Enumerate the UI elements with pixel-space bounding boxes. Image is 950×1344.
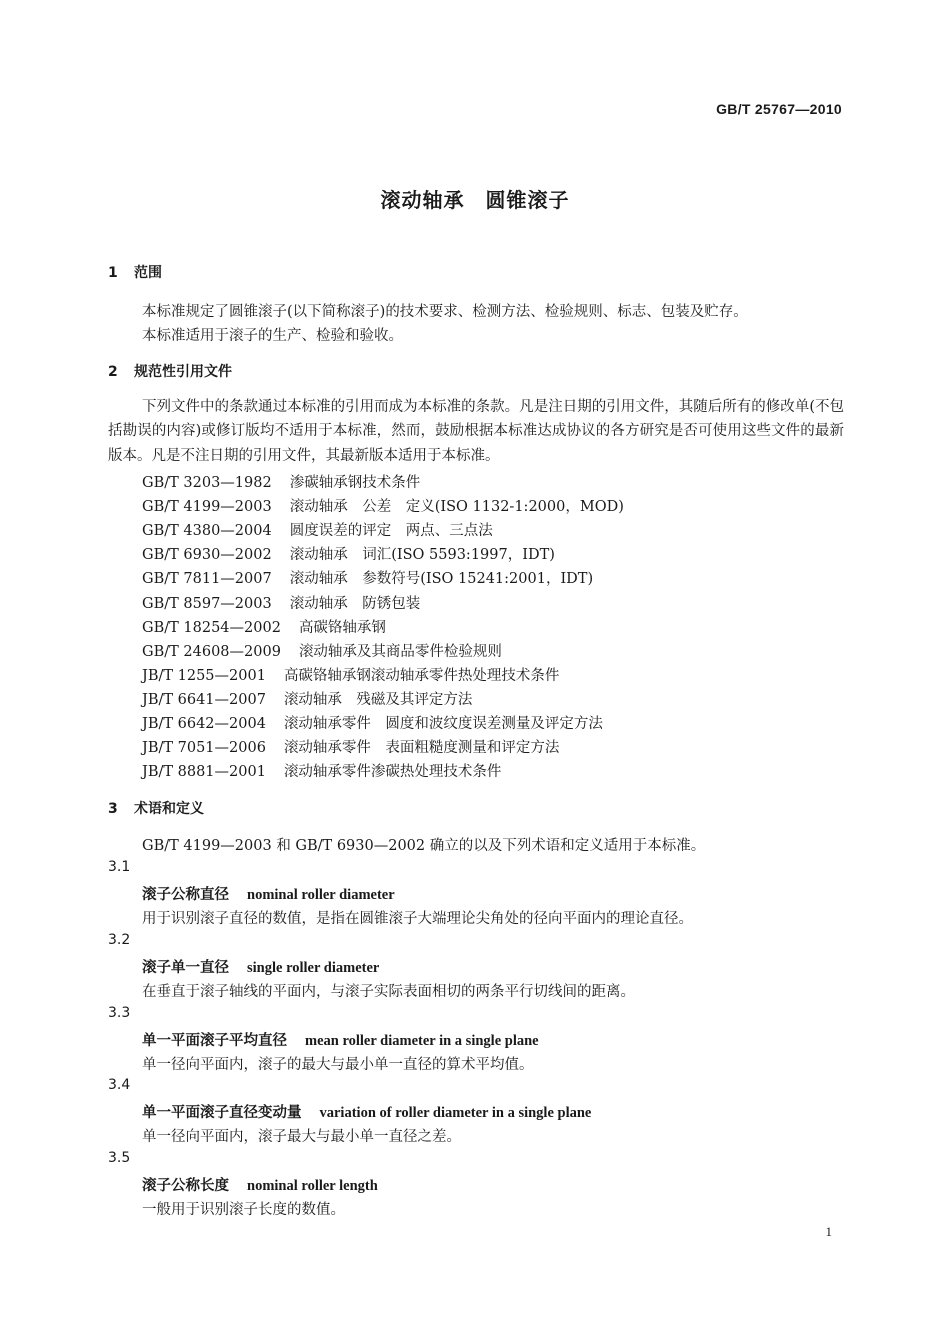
reference-item <box>142 543 555 564</box>
section-2-intro: 下列文件中的条款通过本标准的引用而成为本标准的条款。凡是注日期的引用文件，其随后所有的修改单(不包括勘误的内容)或修订版均不适用于本标准，然而，鼓励根据本标准达成协议的各方研究是否可使用这些文件的最新版本。凡是不注日期的引用文件，其最新版本适用于本标准。 <box>108 399 844 464</box>
term-zh: 单一平面滚子平均直径 <box>142 1033 287 1049</box>
term-en: nominal roller diameter <box>247 887 395 903</box>
term-zh: 滚子公称直径 <box>142 887 229 903</box>
term-heading <box>142 1101 591 1122</box>
reference-title: 滚动轴承零件渗碳热处理技术条件 <box>283 764 502 780</box>
section-number: 2 <box>108 364 118 380</box>
term-heading <box>142 1174 378 1195</box>
term-zh: 单一平面滚子直径变动量 <box>142 1105 302 1121</box>
reference-code: JB/T 6642—2004 <box>142 716 266 732</box>
reference-code: GB/T 7811—2007 <box>142 571 272 587</box>
term-definition: 在垂直于滚子轴线的平面内，与滚子实际表面相切的两条平行切线间的距离。 <box>142 984 635 1000</box>
reference-item <box>142 471 420 492</box>
reference-title: 滚动轴承零件 表面粗糙度测量和评定方法 <box>283 740 560 756</box>
reference-title: 滚动轴承 防锈包装 <box>289 596 421 612</box>
reference-item <box>142 688 472 709</box>
reference-item <box>142 640 502 661</box>
term-heading <box>142 883 395 904</box>
reference-title: 渗碳轴承钢技术条件 <box>289 475 421 491</box>
term-definition: 单一径向平面内，滚子的最大与最小单一直径的算术平均值。 <box>142 1057 534 1073</box>
reference-code: JB/T 8881—2001 <box>142 764 266 780</box>
page-number: 1 <box>825 1224 832 1239</box>
section-1-heading <box>108 262 162 282</box>
term-definition: 用于识别滚子直径的数值，是指在圆锥滚子大端理论尖角处的径向平面内的理论直径。 <box>142 911 693 927</box>
reference-title: 滚动轴承 残磁及其评定方法 <box>283 692 473 708</box>
reference-title: 高碳铬轴承钢滚动轴承零件热处理技术条件 <box>283 668 560 684</box>
section-number: 3 <box>108 801 118 817</box>
term-number: 3.2 <box>108 932 131 948</box>
reference-title: 滚动轴承 公差 定义(ISO 1132-1:2000，MOD) <box>289 499 624 515</box>
reference-item <box>142 760 501 781</box>
paragraph: 本标准适用于滚子的生产、检验和验收。 <box>142 328 403 344</box>
term-en: mean roller diameter in a single plane <box>305 1033 539 1049</box>
section-3-intro: GB/T 4199—2003 和 GB/T 6930—2002 确立的以及下列术语和定义适用于本标准。 <box>142 838 706 854</box>
term-heading <box>142 956 379 977</box>
term-en: variation of roller diameter in a single plane <box>319 1105 592 1121</box>
section-title: 范围 <box>134 265 162 281</box>
paragraph: 本标准规定了圆锥滚子(以下简称滚子)的技术要求、检测方法、检验规则、标志、包装及贮存。 <box>142 304 748 320</box>
section-title: 术语和定义 <box>134 801 204 817</box>
reference-title: 圆度误差的评定 两点、三点法 <box>289 523 493 539</box>
reference-item <box>142 616 386 637</box>
section-number: 1 <box>108 265 118 281</box>
section-3-heading <box>108 798 204 818</box>
term-number: 3.1 <box>108 859 131 875</box>
reference-code: JB/T 7051—2006 <box>142 740 266 756</box>
reference-code: JB/T 6641—2007 <box>142 692 266 708</box>
term-en: nominal roller length <box>247 1178 378 1194</box>
document-title: 滚动轴承 圆锥滚子 <box>380 188 570 212</box>
reference-title: 滚动轴承及其商品零件检验规则 <box>298 644 502 660</box>
term-definition: 单一径向平面内，滚子最大与最小单一直径之差。 <box>142 1129 461 1145</box>
reference-code: JB/T 1255—2001 <box>142 668 266 684</box>
reference-code: GB/T 3203—1982 <box>142 475 272 491</box>
term-number: 3.3 <box>108 1005 131 1021</box>
term-number: 3.4 <box>108 1077 131 1093</box>
reference-item <box>142 592 420 613</box>
reference-code: GB/T 4380—2004 <box>142 523 272 539</box>
reference-item <box>142 664 559 685</box>
reference-code: GB/T 24608—2009 <box>142 644 281 660</box>
term-zh: 滚子单一直径 <box>142 960 229 976</box>
reference-item <box>142 712 603 733</box>
term-number: 3.5 <box>108 1150 131 1166</box>
reference-item <box>142 567 593 588</box>
section-title: 规范性引用文件 <box>134 364 232 380</box>
reference-title: 滚动轴承 参数符号(ISO 15241:2001，IDT) <box>289 571 594 587</box>
reference-code: GB/T 18254—2002 <box>142 620 281 636</box>
reference-item <box>142 519 493 540</box>
standard-code: GB/T 25767—2010 <box>716 101 842 117</box>
reference-item <box>142 736 559 757</box>
term-heading <box>142 1029 539 1050</box>
reference-item <box>142 495 624 516</box>
reference-code: GB/T 8597—2003 <box>142 596 272 612</box>
section-2-heading <box>108 361 232 381</box>
term-definition: 一般用于识别滚子长度的数值。 <box>142 1202 345 1218</box>
reference-code: GB/T 6930—2002 <box>142 547 272 563</box>
term-en: single roller diameter <box>247 960 380 976</box>
reference-title: 滚动轴承零件 圆度和波纹度误差测量及评定方法 <box>283 716 603 732</box>
reference-title: 高碳铬轴承钢 <box>298 620 386 636</box>
reference-code: GB/T 4199—2003 <box>142 499 272 515</box>
term-zh: 滚子公称长度 <box>142 1178 229 1194</box>
reference-title: 滚动轴承 词汇(ISO 5593:1997，IDT) <box>289 547 555 563</box>
